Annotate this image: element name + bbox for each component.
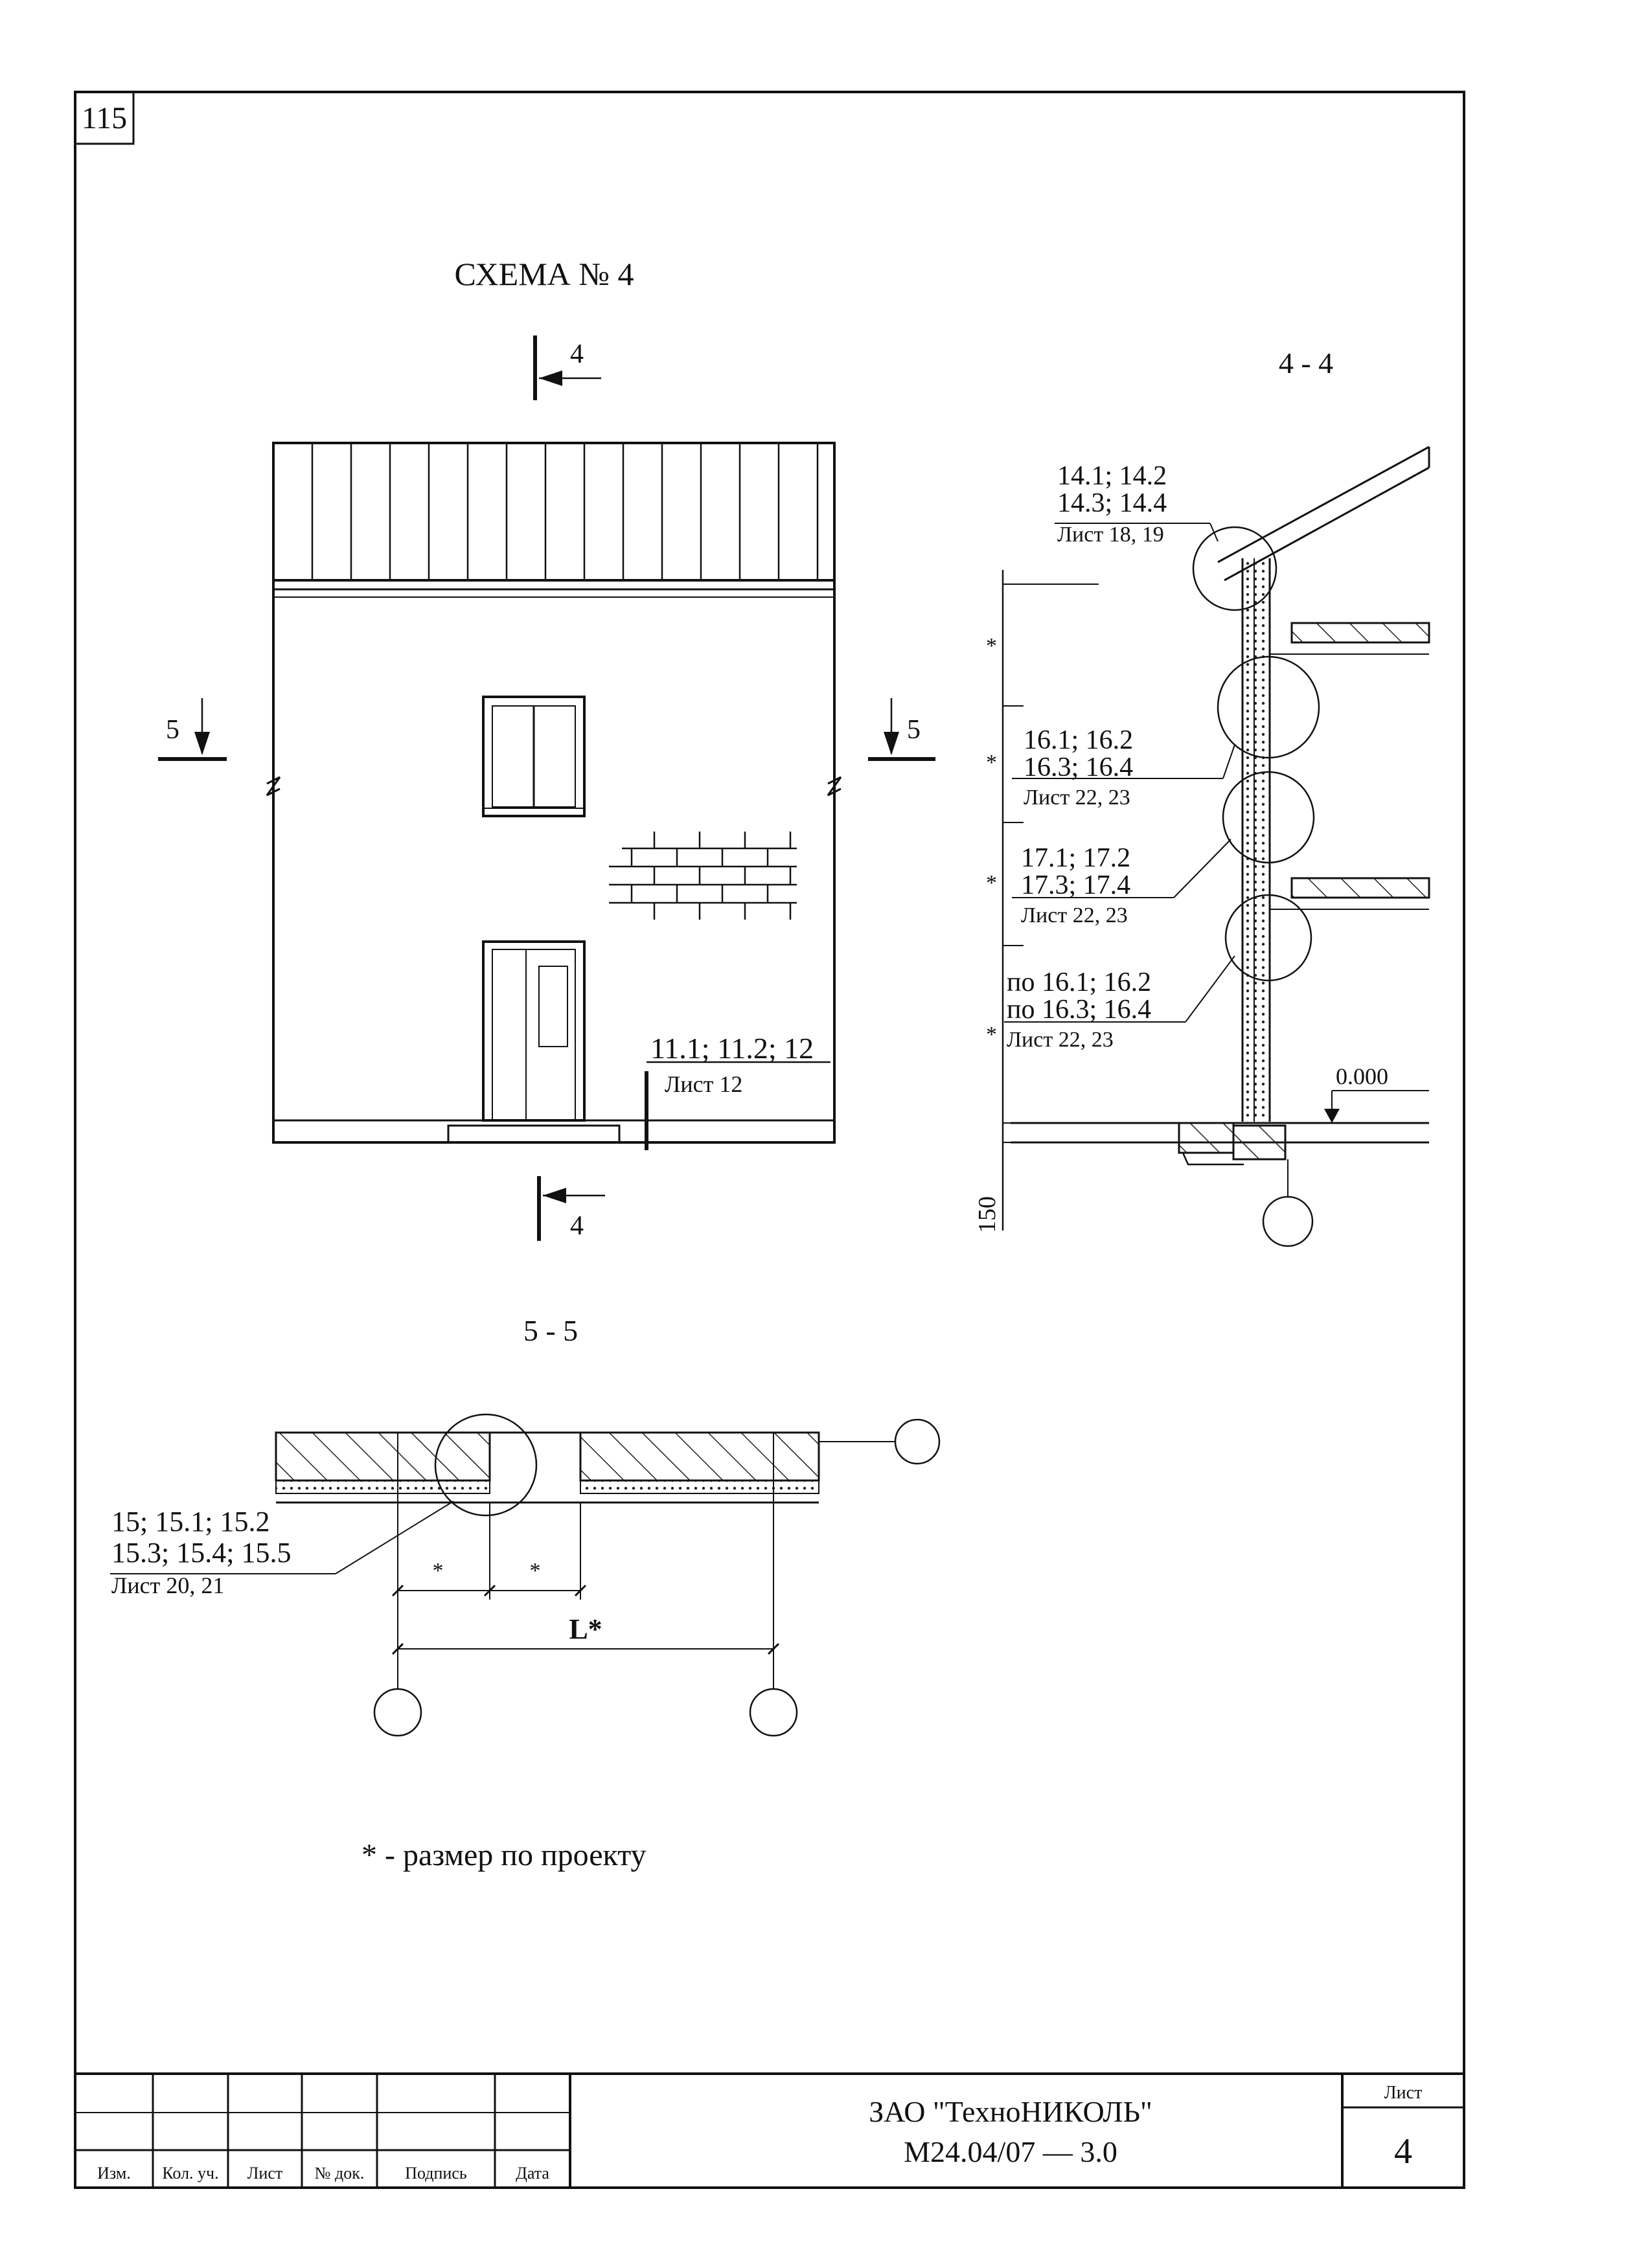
cut-mark-5-right <box>868 698 935 759</box>
section-5-5-dim-L: L* <box>569 1613 602 1645</box>
dim-star-1: * <box>986 634 997 658</box>
brick-pattern <box>609 832 797 920</box>
title-block <box>75 2074 1464 2188</box>
section-5-5-drawing <box>110 1414 939 1736</box>
section-4-4-callout-16-sheet: Лист 22, 23 <box>1024 786 1130 810</box>
section-4-4-callout-po16-sheet: Лист 22, 23 <box>1007 1028 1114 1052</box>
tb-col-izm: Изм. <box>97 2164 131 2183</box>
section-5-5-dim-star-right: * <box>529 1559 541 1583</box>
tb-sheet-label: Лист <box>1384 2083 1423 2103</box>
section-5-5-callout-sheet: Лист 20, 21 <box>111 1572 225 1598</box>
tb-col-data: Дата <box>516 2164 549 2183</box>
facade-callout-sheet: Лист 12 <box>665 1071 743 1097</box>
section-4-4-callout-16-line2: 16.3; 16.4 <box>1024 753 1134 782</box>
section-4-4-callout-14-line2: 14.3; 14.4 <box>1057 488 1167 518</box>
cut-label-5-right: 5 <box>907 715 921 745</box>
section-5-5-callout-line1: 15; 15.1; 15.2 <box>111 1506 270 1537</box>
cut-mark-4-top <box>535 335 601 400</box>
section-4-4-callout-16-line1: 16.1; 16.2 <box>1024 725 1134 755</box>
section-4-4-callout-14-sheet: Лист 18, 19 <box>1057 523 1164 547</box>
section-5-5-title: 5 - 5 <box>523 1314 578 1347</box>
roof-ribs <box>312 443 818 580</box>
dim-star-4: * <box>986 1023 997 1047</box>
tb-col-kol: Кол. уч. <box>162 2164 219 2183</box>
facade-callout-nodes: 11.1; 11.2; 12 <box>650 1032 814 1065</box>
level-mark-0000: 0.000 <box>1336 1063 1388 1089</box>
tb-sheet-value: 4 <box>1394 2131 1412 2172</box>
tb-col-ndok: № док. <box>314 2164 365 2183</box>
section-5-5-dim-star-left: * <box>432 1559 444 1583</box>
tb-doc-code: М24.04/07 — 3.0 <box>904 2135 1117 2168</box>
tb-company: ЗАО "ТехноНИКОЛЬ" <box>869 2095 1152 2128</box>
section-4-4-title: 4 - 4 <box>1278 346 1334 380</box>
section-4-4-callout-17-sheet: Лист 22, 23 <box>1021 903 1128 927</box>
section-4-4-callout-17-line2: 17.3; 17.4 <box>1021 870 1131 900</box>
section-5-5-callout-line2: 15.3; 15.4; 15.5 <box>111 1537 292 1569</box>
corner-sheet-number: 115 <box>81 101 128 135</box>
cut-label-4-bottom: 4 <box>570 1211 584 1241</box>
dimension-150: 150 <box>974 1196 1001 1233</box>
section-4-4-callout-14-line1: 14.1; 14.2 <box>1057 461 1167 491</box>
section-4-4-callout-17-line1: 17.1; 17.2 <box>1021 843 1131 873</box>
dim-star-2: * <box>986 751 997 775</box>
cut-label-5-left: 5 <box>166 715 179 745</box>
section-4-4-callout-po16-line1: по 16.1; 16.2 <box>1007 968 1152 997</box>
section-4-4-callout-po16-line2: по 16.3; 16.4 <box>1007 995 1152 1025</box>
tb-col-list: Лист <box>247 2164 283 2183</box>
cut-label-4-top: 4 <box>570 339 584 369</box>
dim-star-3: * <box>986 871 997 895</box>
scheme-title: СХЕМА № 4 <box>454 256 634 292</box>
entrance-door <box>448 942 619 1142</box>
window <box>483 697 584 816</box>
footnote: * - размер по проекту <box>361 1838 647 1872</box>
tb-col-podpis: Подпись <box>405 2164 467 2183</box>
